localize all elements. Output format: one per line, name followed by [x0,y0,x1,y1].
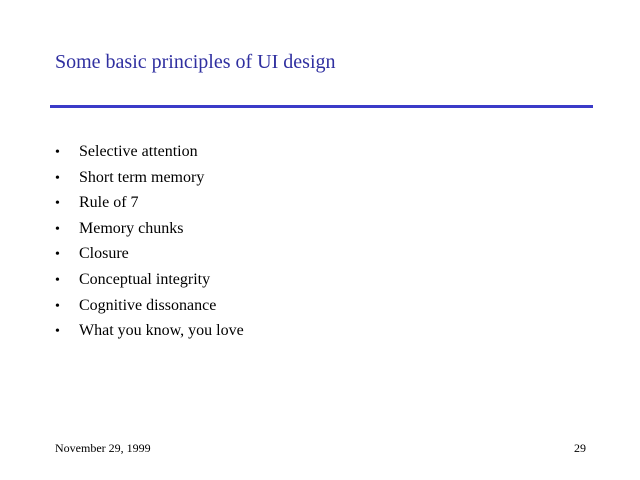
bullet-item [55,322,244,348]
bullet-text: Rule of 7 [79,194,139,212]
bullet-item [55,297,244,323]
bullet-text: Closure [79,245,129,263]
page-number: 29 [574,441,586,455]
footer-date: November 29, 1999 [55,441,151,455]
bullet-item [55,220,244,246]
title-divider [50,105,593,108]
bullet-text: Memory chunks [79,219,184,237]
slide-title: Some basic principles of UI design [55,51,336,73]
bullet-text: Conceptual integrity [79,270,211,288]
bullet-dot-icon: • [55,298,60,314]
bullet-dot-icon: • [55,324,60,340]
bullet-list [55,143,244,348]
bullet-dot-icon: • [55,145,60,160]
bullet-dot-icon: • [55,196,60,212]
bullet-text: Cognitive dissonance [79,296,217,314]
bullet-dot-icon: • [55,272,60,288]
bullet-item [55,271,244,297]
bullet-dot-icon: • [55,170,60,186]
bullet-item [55,169,244,195]
bullet-dot-icon: • [55,247,60,263]
bullet-text: Short term memory [79,168,205,186]
bullet-text: Selective attention [79,143,198,160]
bullet-item [55,194,244,220]
bullet-item [55,143,244,169]
bullet-dot-icon: • [55,221,60,237]
bullet-item [55,245,244,271]
bullet-text: What you know, you love [79,322,244,340]
